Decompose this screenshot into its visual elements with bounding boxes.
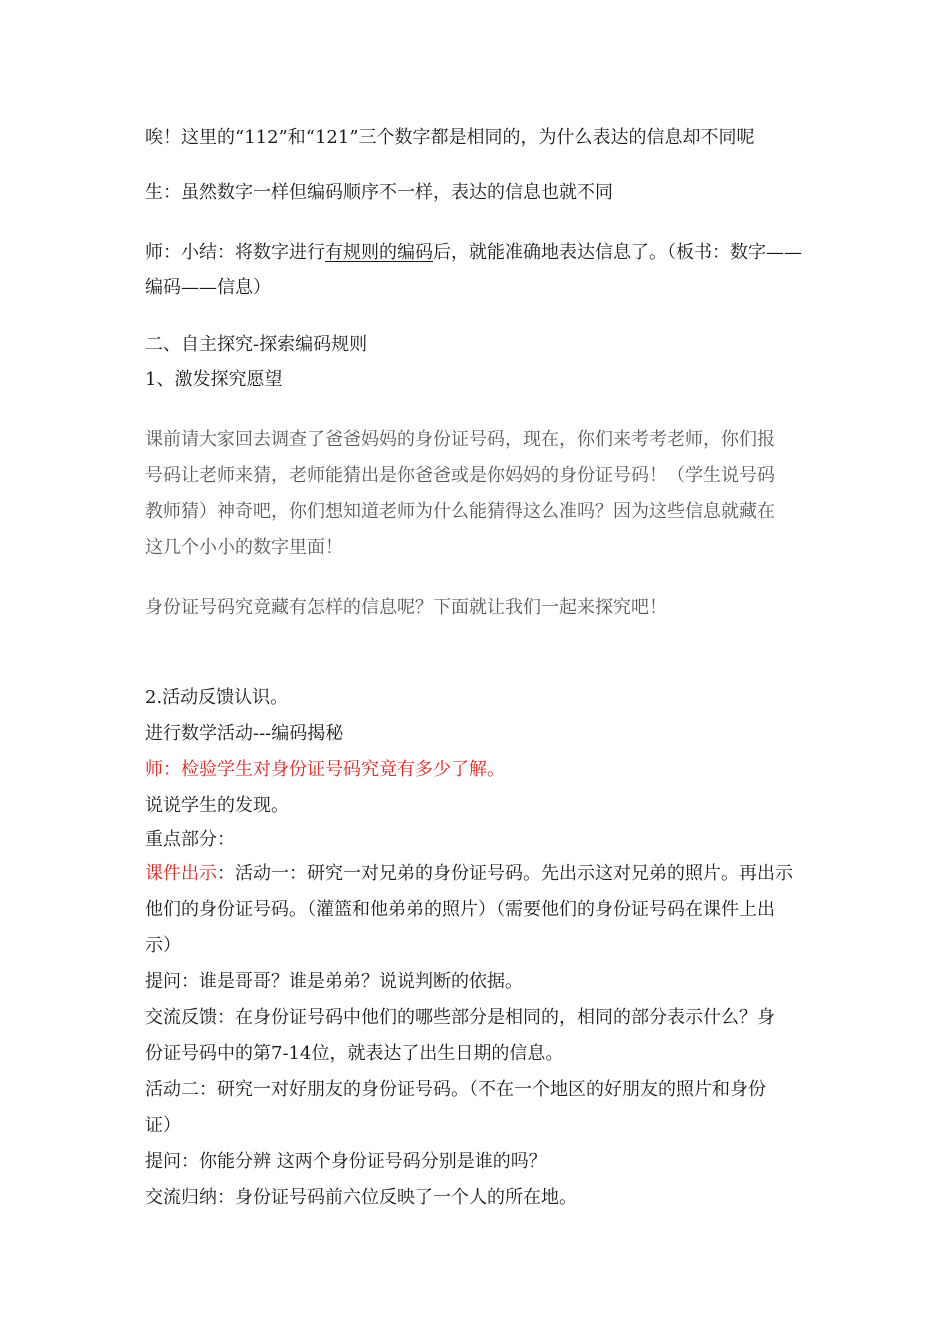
text-line: 编码——信息） [145,277,271,298]
text-line: 进行数学活动---编码揭秘 [145,723,344,744]
text-line: 交流归纳：身份证号码前六位反映了一个人的所在地。 [145,1187,577,1208]
paragraph-line: 这几个小小的数字里面！ [145,537,343,558]
paragraph-line: 身份证号码究竟藏有怎样的信息呢？下面就让我们一起来探究吧！ [145,597,667,618]
subsection-heading: 1、激发探究愿望 [145,369,283,390]
text-line: 说说学生的发现。 [145,795,289,816]
paragraph-line: 教师猜）神奇吧，你们想知道老师为什么能猜得这么准吗？因为这些信息就藏在 [145,501,775,522]
underlined-term: 有规则的编码 [325,242,433,263]
text-line: 生：虽然数字一样但编码顺序不一样，表达的信息也就不同 [145,182,613,203]
text-line: 提问：谁是哥哥？谁是弟弟？说说判断的依据。 [145,971,523,992]
activity-line [145,862,825,886]
text-line: 份证号码中的第7-14位，就表达了出生日期的信息。 [145,1043,564,1064]
text-line-red: 师：检验学生对身份证号码究竟有多少了解。 [145,759,505,780]
text-line: 交流反馈：在身份证号码中他们的哪些部分是相同的，相同的部分表示什么？身 [145,1007,775,1028]
section-heading: 二、自主探究-探索编码规则 [145,334,368,355]
text-line: 活动二：研究一对好朋友的身份证号码。（不在一个地区的好朋友的照片和身份 [145,1079,766,1100]
summary-line [145,241,825,265]
text-line: 提问：你能分辨 这两个身份证号码分别是谁的吗？ [145,1151,547,1172]
text-line: 他们的身份证号码。（灌篮和他弟弟的照片）（需要他们的身份证号码在课件上出 [145,899,775,920]
text-line: 证） [145,1115,181,1136]
activity-text: ：活动一：研究一对兄弟的身份证号码。先出示这对兄弟的照片。再出示 [217,863,793,884]
subsection-heading: 2.活动反馈认识。 [145,687,289,708]
summary-suffix: 后，就能准确地表达信息了。（板书：数字—— [433,242,802,263]
paragraph-line: 号码让老师来猜，老师能猜出是你爸爸或是你妈妈的身份证号码！（学生说号码 [145,465,775,486]
text-line: 示） [145,935,181,956]
paragraph-line: 课前请大家回去调查了爸爸妈妈的身份证号码，现在，你们来考考老师，你们报 [145,429,775,450]
summary-prefix: 师：小结：将数字进行 [145,242,325,263]
text-line: 唉！这里的“112”和“121”三个数字都是相同的，为什么表达的信息却不同呢 [145,127,755,148]
text-line: 重点部分： [145,829,235,850]
courseware-label: 课件出示 [145,863,217,884]
